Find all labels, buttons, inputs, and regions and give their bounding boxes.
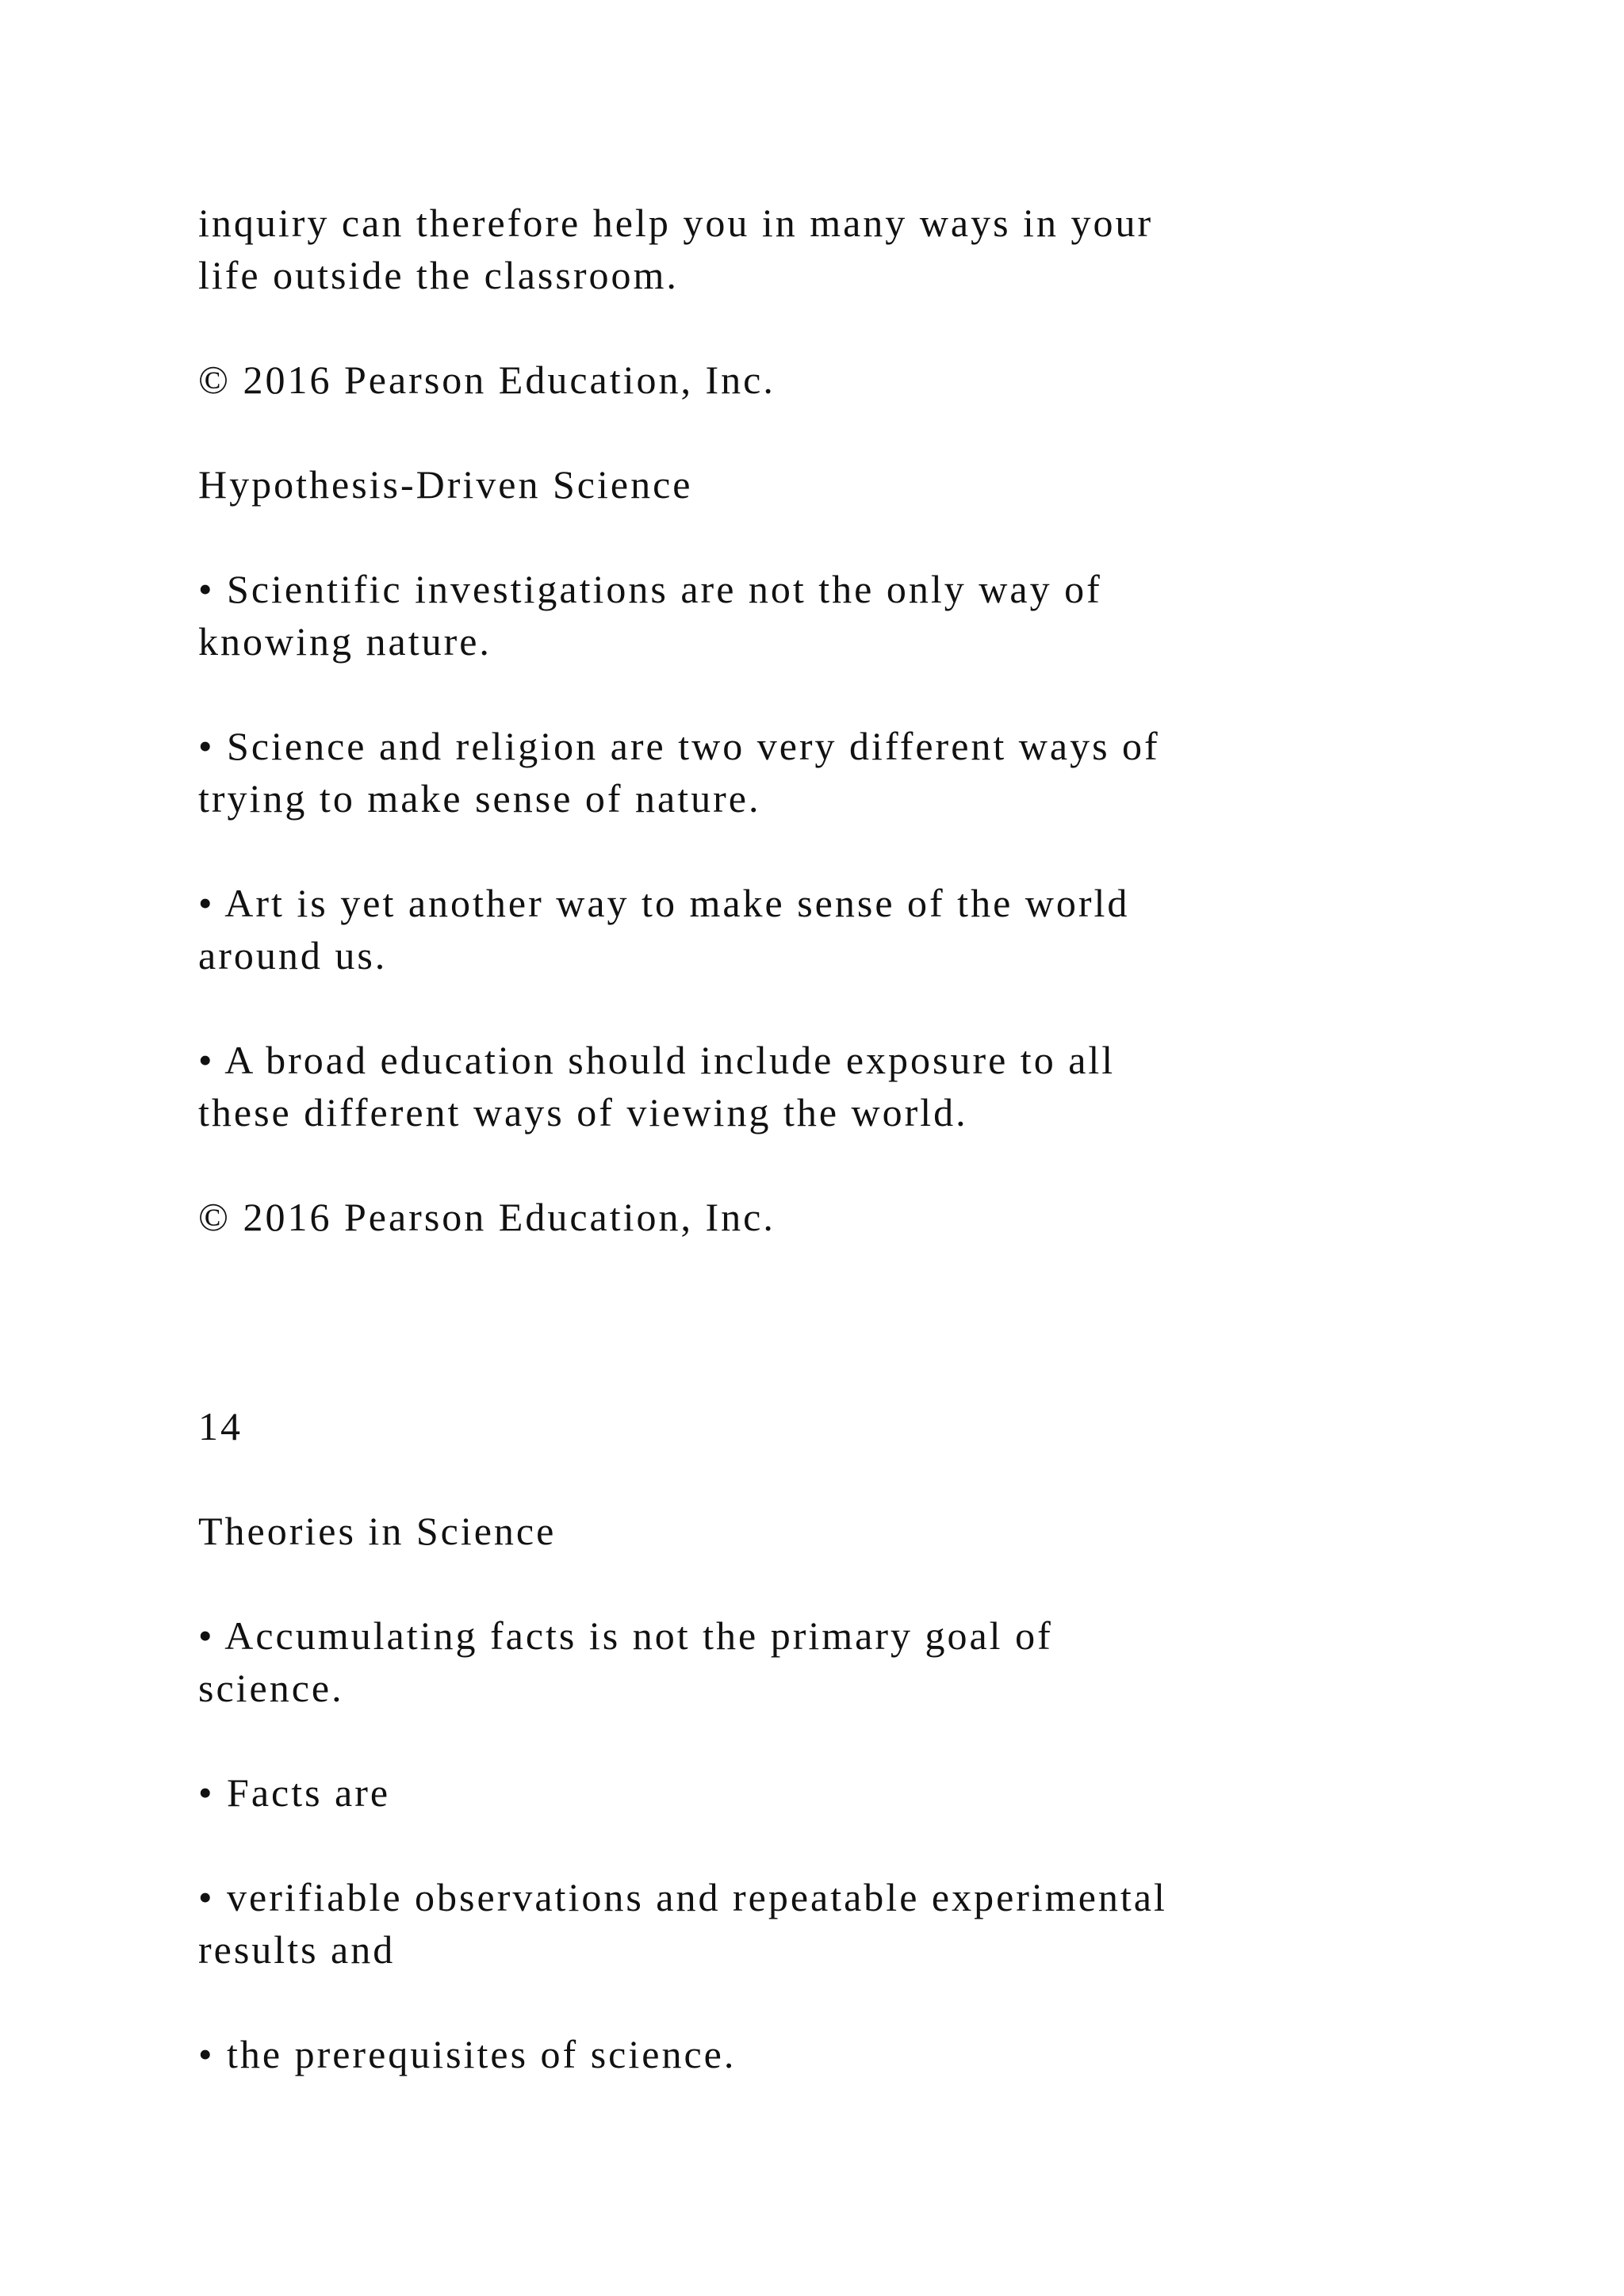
bullet-text: • the prerequisites of science. <box>198 2032 737 2076</box>
text-line: trying to make sense of nature. <box>198 776 761 821</box>
bullet-text: • Science and religion are two very different ways of <box>198 724 1160 768</box>
text-line: knowing nature. <box>198 619 492 664</box>
copyright-notice: © 2016 Pearson Education, Inc. <box>198 358 776 402</box>
text-line: inquiry can therefore help you in many ways in your <box>198 201 1154 245</box>
section-heading: Hypothesis-Driven Science <box>198 462 693 507</box>
text-line: science. <box>198 1666 344 1710</box>
bullet-text: • A broad education should include exposure to all <box>198 1038 1116 1082</box>
page-number: 14 <box>198 1404 243 1448</box>
bullet-text: • Scientific investigations are not the only way of <box>198 567 1102 611</box>
text-line: results and <box>198 1927 396 1972</box>
bullet-text: • Facts are <box>198 1770 391 1815</box>
bullet-text: • Accumulating facts is not the primary goal of <box>198 1613 1053 1658</box>
copyright-notice: © 2016 Pearson Education, Inc. <box>198 1195 776 1239</box>
bullet-text: • Art is yet another way to make sense of the world <box>198 881 1130 925</box>
text-line: these different ways of viewing the world. <box>198 1090 968 1135</box>
bullet-text: • verifiable observations and repeatable experimental <box>198 1875 1167 1919</box>
section-heading: Theories in Science <box>198 1509 557 1553</box>
text-line: around us. <box>198 933 388 978</box>
text-line: life outside the classroom. <box>198 253 679 297</box>
